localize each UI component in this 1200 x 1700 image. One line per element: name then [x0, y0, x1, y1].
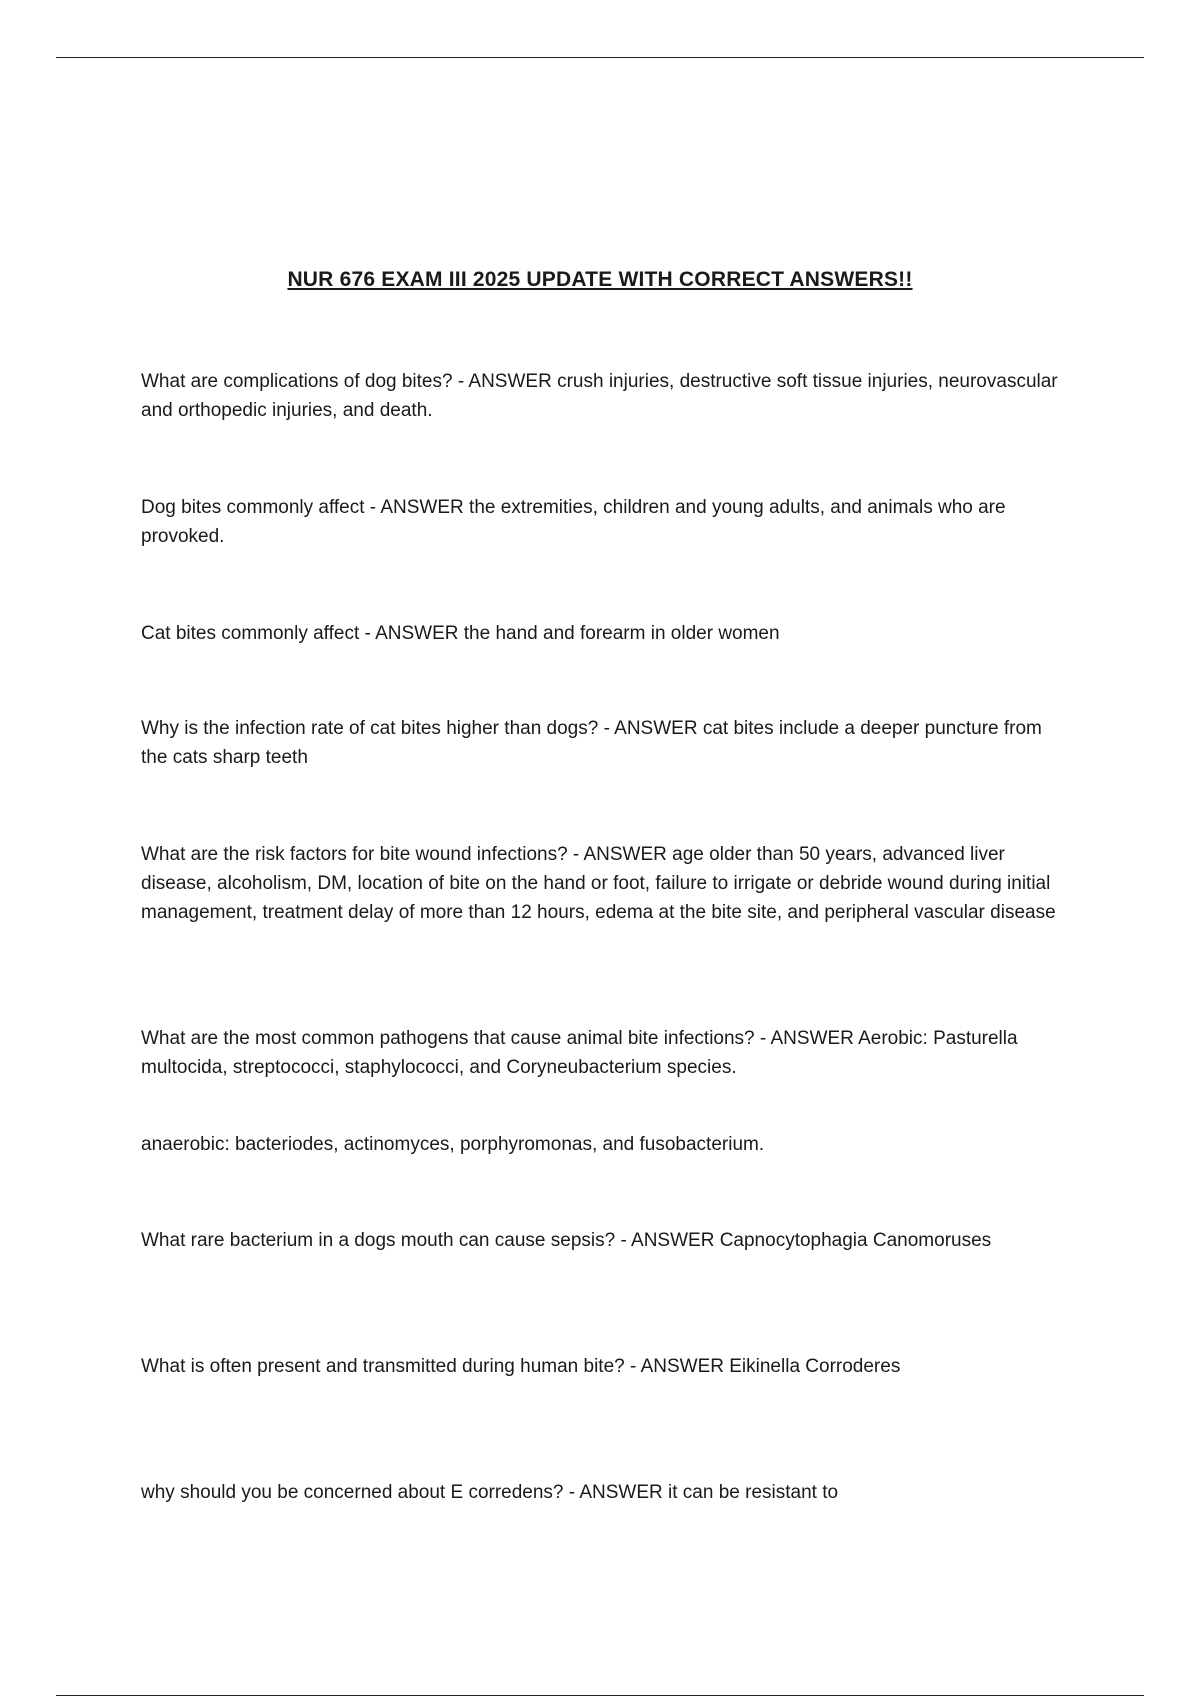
qa-item: Why is the infection rate of cat bites higher than dogs? - ANSWER cat bites include a deeper puncture from the cats sharp teeth [141, 718, 1042, 768]
qa-item: Cat bites commonly affect - ANSWER the hand and forearm in older women [141, 623, 780, 644]
qa-item: why should you be concerned about E corredens? - ANSWER it can be resistant to [141, 1482, 839, 1503]
qa-item: What rare bacterium in a dogs mouth can cause sepsis? - ANSWER Capnocytophagia Canomoruses [141, 1230, 992, 1251]
qa-item-continuation: anaerobic: bacteriodes, actinomyces, porphyromonas, and fusobacterium. [141, 1134, 765, 1155]
document-title: NUR 676 EXAM III 2025 UPDATE WITH CORRECT ANSWERS!! [287, 268, 913, 291]
bottom-rule [56, 1695, 1144, 1696]
qa-item: Dog bites commonly affect - ANSWER the extremities, children and young adults, and animals who are provoked. [141, 497, 1006, 547]
qa-item: What are the most common pathogens that cause animal bite infections? - ANSWER Aerobic: Pasturella multocida, streptococci, staphylococci, and Coryneubacterium species. [141, 1028, 1018, 1078]
qa-item: What is often present and transmitted during human bite? - ANSWER Eikinella Corroderes [141, 1356, 901, 1377]
top-rule [56, 57, 1144, 58]
qa-item: What are the risk factors for bite wound infections? - ANSWER age older than 50 years, advanced liver disease, alcoholism, DM, location of bite on the hand or foot, failure to irrigate or debride wound during initial management, treatment delay of more than 12 hours, edema at the bite site, and peripheral vascular disease [141, 844, 1056, 923]
qa-item: What are complications of dog bites? - ANSWER crush injuries, destructive soft tissue injuries, neurovascular and orthopedic injuries, and death. [141, 371, 1058, 421]
